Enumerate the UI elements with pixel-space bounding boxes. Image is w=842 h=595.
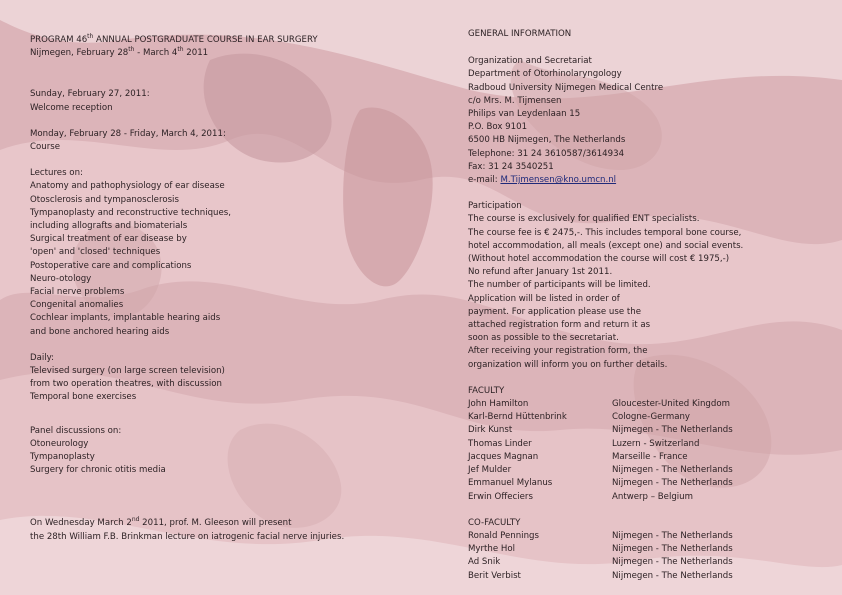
wednesday-prefix: On Wednesday March 2: [30, 518, 132, 529]
cofaculty-list: [468, 530, 828, 583]
org-line: c/o Mrs. M. Tijmensen: [468, 95, 562, 106]
program-column: [30, 34, 430, 544]
participation-line: hotel accommodation, all meals (except one) and social events.: [468, 240, 744, 251]
faculty-country: Nijmegen - The Netherlands: [612, 425, 733, 436]
list-item: Postoperative care and complications: [30, 260, 192, 271]
faculty-row: [468, 398, 828, 411]
list-item: Televised surgery (on large screen television): [30, 366, 225, 377]
list-item: Surgical treatment of ear disease by: [30, 234, 187, 245]
daily-title: Daily:: [30, 352, 55, 363]
org-line: Radboud University Nijmegen Medical Centre: [468, 82, 664, 93]
wednesday-sup: nd: [131, 516, 140, 524]
org-line: Philips van Leydenlaan 15: [468, 109, 581, 120]
faculty-name: Jacques Magnan: [468, 451, 539, 462]
cofaculty-name: Ronald Pennings: [468, 530, 539, 541]
org-line: Telephone: 31 24 3610587/3614934: [468, 148, 625, 159]
participation-title: Participation: [468, 201, 522, 212]
program-dates: [30, 47, 430, 60]
list-item: Congenital anomalies: [30, 300, 124, 311]
cofaculty-name: Myrthe Hol: [468, 544, 515, 555]
faculty-row: [468, 451, 828, 464]
email-link[interactable]: M.Tijmensen@kno.umcn.nl: [500, 175, 617, 186]
cofaculty-row: [468, 543, 828, 556]
cofaculty-title: CO-FACULTY: [468, 517, 521, 528]
list-item: Cochlear implants, implantable hearing aids: [30, 313, 221, 324]
dates-suffix: 2011: [183, 48, 209, 59]
dates-sup-2: th: [177, 46, 184, 54]
panel-title: Panel discussions on:: [30, 425, 122, 436]
participation-line: organization will inform you on further details.: [468, 359, 668, 370]
cofaculty-row: [468, 530, 828, 543]
participation-line: The course fee is € 2475,-. This includes temporal bone course,: [468, 227, 742, 238]
faculty-row: [468, 464, 828, 477]
org-title: Organization and Secretariat: [468, 56, 592, 67]
list-item: Otoneurology: [30, 438, 89, 449]
general-info-title: GENERAL INFORMATION: [468, 29, 572, 39]
org-line: 6500 HB Nijmegen, The Netherlands: [468, 135, 626, 146]
list-item: Otosclerosis and tympanosclerosis: [30, 194, 179, 205]
faculty-country: Antwerp – Belgium: [612, 491, 693, 502]
cofaculty-country: Nijmegen - The Netherlands: [612, 570, 733, 581]
program-title-sup: th: [87, 33, 94, 41]
list-item: Tympanoplasty: [30, 452, 95, 463]
list-item: Surgery for chronic otitis media: [30, 465, 166, 476]
list-item: Facial nerve problems: [30, 287, 125, 298]
email-line: [468, 174, 828, 187]
list-item: 'open' and 'closed' techniques: [30, 247, 161, 258]
faculty-country: Nijmegen - The Netherlands: [612, 465, 733, 476]
list-item: Anatomy and pathophysiology of ear disease: [30, 181, 225, 192]
cofaculty-country: Nijmegen - The Netherlands: [612, 530, 733, 541]
course-label: Course: [30, 142, 61, 153]
brinkman-lecture: the 28th William F.B. Brinkman lecture on iatrogenic facial nerve injuries.: [30, 531, 345, 542]
dates-mid: - March 4: [134, 48, 178, 59]
sunday-event: Welcome reception: [30, 102, 113, 113]
faculty-country: Gloucester-United Kingdom: [612, 399, 730, 410]
cofaculty-country: Nijmegen - The Netherlands: [612, 557, 733, 568]
cofaculty-name: Berit Verbist: [468, 570, 521, 581]
cofaculty-country: Nijmegen - The Netherlands: [612, 544, 733, 555]
faculty-row: [468, 411, 828, 424]
faculty-name: Karl-Bernd Hüttenbrink: [468, 412, 567, 423]
dates-sup-1: th: [128, 46, 135, 54]
email-label: e-mail:: [468, 175, 501, 186]
faculty-row: [468, 424, 828, 437]
wednesday-suffix: 2011, prof. M. Gleeson will present: [139, 518, 292, 529]
list-item: Neuro-otology: [30, 273, 92, 284]
faculty-name: Dirk Kunst: [468, 425, 513, 436]
faculty-country: Nijmegen - The Netherlands: [612, 478, 733, 489]
faculty-name: Thomas Linder: [468, 438, 532, 449]
list-item: and bone anchored hearing aids: [30, 326, 170, 337]
participation-line: (Without hotel accommodation the course will cost € 1975,-): [468, 254, 730, 265]
org-line: Department of Otorhinolaryngology: [468, 69, 622, 80]
faculty-row: [468, 438, 828, 451]
participation-line: After receiving your registration form, the: [468, 346, 648, 357]
faculty-name: Erwin Offeciers: [468, 491, 533, 502]
participation-line: The number of participants will be limited.: [468, 280, 651, 291]
faculty-row: [468, 477, 828, 490]
general-info-column: [468, 28, 828, 583]
faculty-country: Luzern - Switzerland: [612, 438, 700, 449]
cofaculty-row: [468, 556, 828, 569]
faculty-country: Cologne-Germany: [612, 412, 691, 423]
faculty-name: John Hamilton: [468, 399, 529, 410]
list-item: including allografts and biomaterials: [30, 221, 188, 232]
participation-line: payment. For application please use the: [468, 306, 641, 317]
participation-line: soon as possible to the secretariat.: [468, 333, 619, 344]
faculty-name: Jef Mulder: [468, 465, 512, 476]
org-line: Fax: 31 24 3540251: [468, 161, 554, 172]
participation-line: No refund after January 1st 2011.: [468, 267, 613, 278]
list-item: Tympanoplasty and reconstructive techniques,: [30, 207, 231, 218]
faculty-name: Emmanuel Mylanus: [468, 478, 553, 489]
faculty-row: [468, 491, 828, 504]
cofaculty-name: Ad Snik: [468, 557, 501, 568]
participation-line: attached registration form and return it as: [468, 320, 651, 331]
sunday-date: Sunday, February 27, 2011:: [30, 89, 150, 100]
lectures-title: Lectures on:: [30, 168, 83, 179]
list-item: from two operation theatres, with discussion: [30, 379, 222, 390]
participation-line: Application will be listed in order of: [468, 293, 620, 304]
list-item: Temporal bone exercises: [30, 392, 137, 403]
dates-prefix: Nijmegen, February 28: [30, 48, 129, 59]
faculty-title: FACULTY: [468, 385, 505, 396]
wednesday-lecture: [30, 517, 430, 530]
program-title-suffix: ANNUAL POSTGRADUATE COURSE IN EAR SURGERY: [93, 35, 318, 45]
cofaculty-row: [468, 570, 828, 583]
lectures-list: [30, 180, 430, 338]
program-title: [30, 34, 430, 47]
participation-line: The course is exclusively for qualified ENT specialists.: [468, 214, 700, 225]
faculty-country: Marseille - France: [612, 451, 688, 462]
org-line: P.O. Box 9101: [468, 122, 528, 133]
course-dates: Monday, February 28 - Friday, March 4, 2011:: [30, 128, 226, 139]
program-title-prefix: PROGRAM 46: [30, 35, 88, 45]
faculty-list: [468, 398, 828, 504]
